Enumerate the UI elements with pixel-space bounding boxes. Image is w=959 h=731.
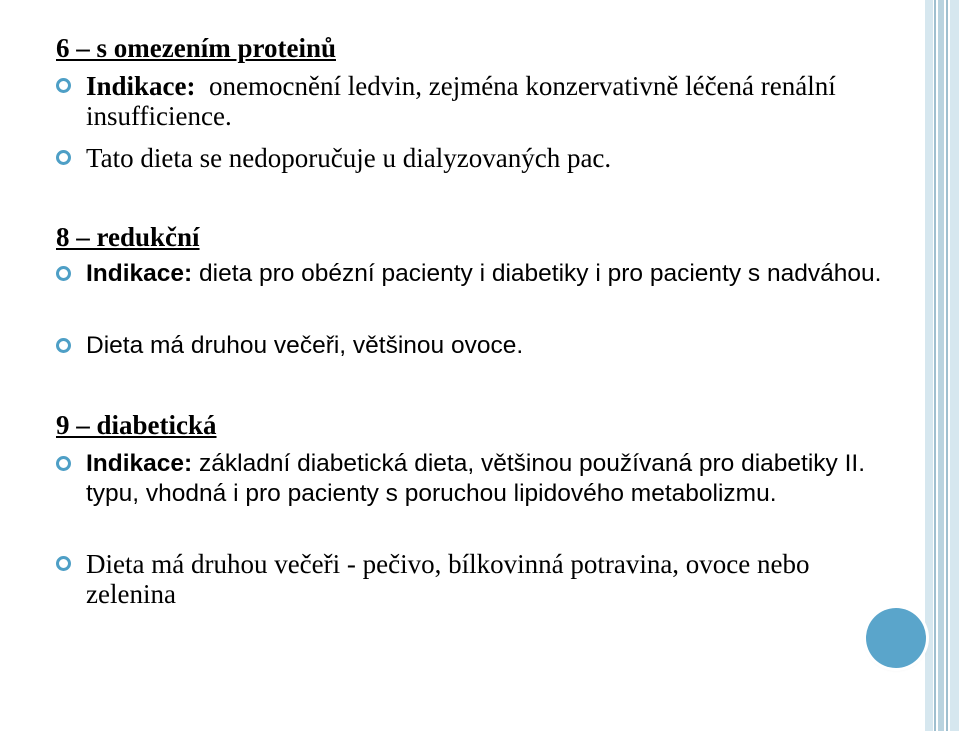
stripe	[925, 0, 933, 731]
bullet-text: dieta pro obézní pacienty i diabetiky i pro pacienty s nadváhou.	[199, 260, 882, 287]
stripe	[950, 0, 959, 731]
bullet-item	[56, 549, 906, 609]
bullet-text: základní diabetická dieta, většinou používaná pro diabetiky II. typu, vhodná i pro pacienty s poruchou lipidového metabolizmu.	[86, 450, 866, 507]
section-heading-6: 6 – s omezením proteinů	[56, 33, 336, 63]
decorative-side-stripes	[925, 0, 959, 731]
bullet-text: onemocnění ledvin, zejména konzervativně léčená renální insufficience.	[86, 71, 836, 131]
bullet-ring-icon	[56, 556, 71, 571]
bullet-ring-icon	[56, 150, 71, 165]
stripe	[934, 0, 936, 731]
bullet-item	[56, 71, 906, 131]
stripe	[938, 0, 944, 731]
bullet-item	[56, 449, 906, 509]
bullet-text: Dieta má druhou večeři - pečivo, bílkovinná potravina, ovoce nebo zelenina	[86, 549, 810, 609]
section-heading-9: 9 – diabetická	[56, 410, 217, 440]
indication-label: Indikace:	[86, 450, 193, 477]
decorative-circle	[866, 608, 926, 668]
bullet-item	[56, 259, 906, 289]
indication-label: Indikace:	[86, 71, 196, 101]
bullet-ring-icon	[56, 266, 71, 281]
bullet-ring-icon	[56, 456, 71, 471]
bullet-item	[56, 143, 906, 173]
bullet-ring-icon	[56, 338, 71, 353]
indication-label: Indikace:	[86, 260, 193, 287]
bullet-item	[56, 331, 906, 361]
section-heading-8: 8 – redukční	[56, 222, 200, 252]
stripe	[946, 0, 948, 731]
bullet-ring-icon	[56, 78, 71, 93]
bullet-text: Tato dieta se nedoporučuje u dialyzovaných pac.	[86, 143, 612, 173]
bullet-text: Dieta má druhou večeři, většinou ovoce.	[86, 332, 524, 359]
